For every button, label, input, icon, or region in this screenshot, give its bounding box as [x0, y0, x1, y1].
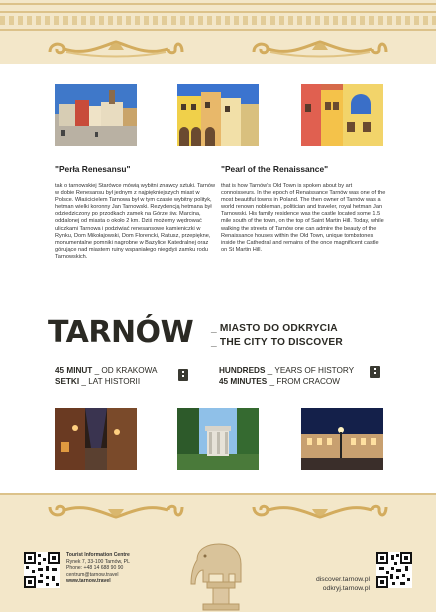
fact-en-history-strong: HUNDREDS [219, 366, 266, 375]
scroll-ornament-icon [250, 36, 390, 60]
contact-address: Rynek 7, 33-100 Tarnów, PL [66, 558, 130, 565]
fact-en-history [219, 366, 354, 375]
photo-renaissance-houses [177, 84, 259, 146]
band-line [0, 3, 436, 5]
fact-pl-history [55, 377, 140, 386]
link-discover[interactable]: discover.tarnow.pl [315, 576, 370, 583]
fact-pl-history-rest: _ LAT HISTORII [79, 377, 141, 386]
fact-pl-distance [55, 366, 158, 375]
fact-en-distance-rest: _ FROM CRACOW [267, 377, 341, 386]
top-ornament-band [0, 0, 436, 64]
contact-phone: Phone: +48 14 688 90 90 [66, 565, 124, 572]
contact-info [66, 552, 130, 585]
road-icon [178, 369, 188, 381]
fact-en-history-rest: _ YEARS OF HISTORY [265, 366, 355, 375]
qr-code-icon[interactable] [376, 552, 412, 588]
photo-old-town-square [55, 84, 137, 146]
road-icon [370, 366, 380, 378]
scroll-ornament-icon [46, 499, 186, 523]
band-line [0, 11, 436, 13]
band-line [0, 493, 436, 495]
slogan-polish: _ MIASTO DO ODKRYCIA [211, 323, 338, 334]
dentil-strip [0, 16, 436, 25]
photo-park-monument [177, 408, 259, 470]
fact-pl-distance-strong: 45 MINUT [55, 366, 93, 375]
right-column-title: "Pearl of the Renaissance" [221, 164, 329, 174]
fact-en-distance [219, 377, 340, 386]
elephant-statue-icon [183, 538, 253, 612]
band-line [0, 29, 436, 31]
slogan-english: _ THE CITY TO DISCOVER [211, 337, 343, 348]
left-column-paragraph: tak o tarnowskiej Starówce mówią wybitni znawcy sztuki. Tarnów w dobie Renesansu był jednym z najpiękniejszych miast w Polsce. Właścicielem Tarnowa był w tym czasie wybitny polityk, hetman wielki koronny Jan Tarnowski. Rezydencją hetmana był odziedziczony po przodkach zamek na Górze św. Marcina, oddalonej od miasta o około 2 km. Dziś możemy wędrować uliczkami Tarnowa i podziwiać renesansowe kamieniczki w Rynku, Dom Mikołajowski, Dom Florencki, Ratusz, przepiękne, monumentalne pomniki nagrobne w Bazylice Katedralnej oraz górujące nad miastem ruiny wspaniałego niegdyś zamku rodu Tarnowskich. [55, 183, 216, 260]
fact-en-distance-strong: 45 MINUTES [219, 377, 268, 386]
web-links [316, 575, 370, 593]
fact-pl-distance-rest: _ OD KRAKOWA [92, 366, 158, 375]
brand-name: TARNÓW [48, 315, 194, 350]
photo-colorful-facades [301, 84, 383, 146]
right-column-paragraph: that is how Tarnów's Old Town is spoken about by art connoisseurs. In the epoch of Renaissance Tarnów was one of the most beautiful towns in Poland. The then owner of Tarnów was a world renown nobleman, politician and traveler, royal hetman Jan Tarnowski. His family residence was the castle located some 1.5 mile south of the town, on the top of Saint Martin Hill. Today, while walking the streets of Tarnów one can admire the beauty of the Renaissance houses within the Old Town, unique tombstones inside the Cathedral and remains of the once magnificent castle on St Martin Hill. [221, 183, 386, 253]
fact-pl-history-strong: SETKI [55, 377, 80, 386]
left-column-title: "Perła Renesansu" [55, 164, 131, 174]
photo-night-street [55, 408, 137, 470]
qr-code-icon[interactable] [24, 552, 60, 588]
link-odkryj[interactable]: odkryj.tarnow.pl [322, 585, 370, 592]
contact-website[interactable]: www.tarnow.travel [66, 578, 111, 585]
contact-email[interactable]: centrum@tarnow.travel [66, 571, 119, 578]
contact-org: Tourist Information Centre [66, 552, 130, 558]
photo-night-square [301, 408, 383, 470]
scroll-ornament-icon [250, 499, 390, 523]
scroll-ornament-icon [46, 36, 186, 60]
